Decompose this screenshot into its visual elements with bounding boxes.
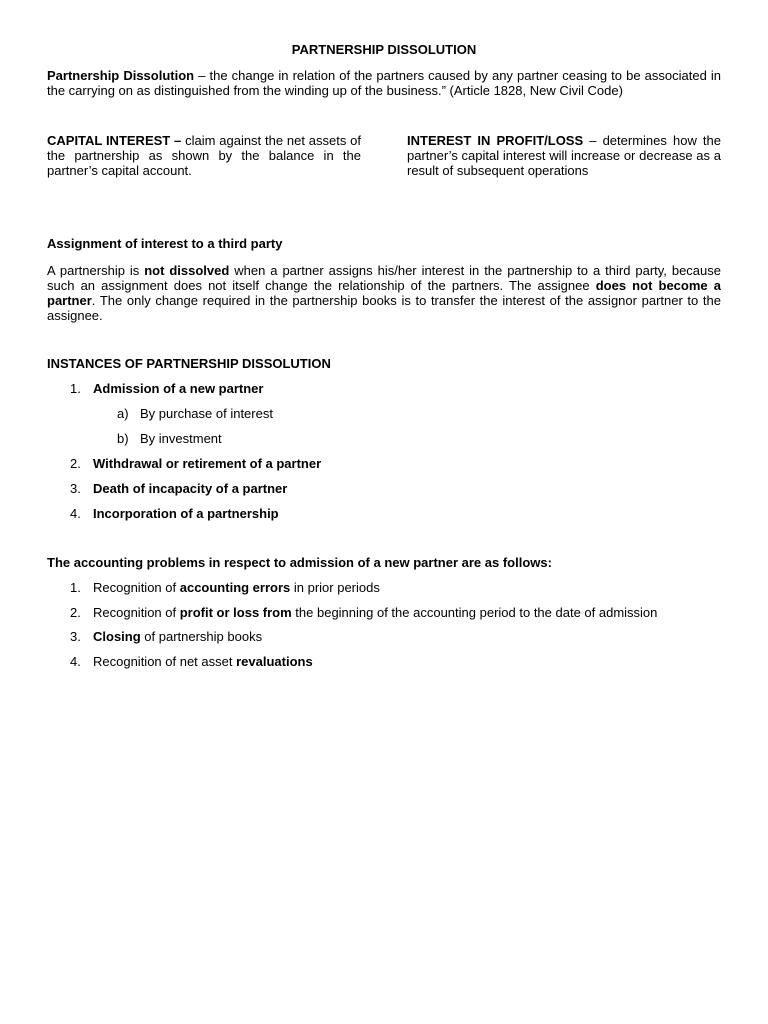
definition-term: Partnership Dissolution [47,68,195,83]
list-label: Admission of a new partner [93,381,264,396]
list-item [70,580,380,596]
list-number: 2. [70,605,81,620]
list-item [70,381,263,397]
list-number: 1. [70,580,81,595]
list-number: 4. [70,506,81,521]
list-number: 3. [70,481,81,496]
list-item [70,654,313,670]
page-title: PARTNERSHIP DISSOLUTION [291,42,477,57]
sub-list-item [117,431,222,447]
definition-paragraph [47,68,721,98]
list-number: 1. [70,381,81,396]
list-bold: accounting errors [179,580,291,595]
assignment-text-1: A partnership is [47,263,145,278]
list-bold: revaluations [236,654,313,669]
definition-text: – the change in relation of the partners caused by any partner ceasing to be associated in the carrying on as distinguished from the winding up of the business.” (Article 1828, New Civil Code) [47,68,721,98]
list-text: Recognition of net asset [93,654,237,669]
list-label: Death of incapacity of a partner [93,481,288,496]
assignment-bold-2: does not become a partner [47,278,721,308]
list-number: 4. [70,654,81,669]
list-number: 3. [70,629,81,644]
assignment-text-2: when a partner assigns his/her interest in the partnership to a third party, because such an assignment does not itself change the relationship of the partners. The assignee [47,263,721,293]
sub-list-letter: b) [117,431,129,446]
capital-interest-term: CAPITAL INTEREST – [47,133,182,148]
assignment-paragraph [47,263,721,323]
list-text: of partnership books [140,629,263,644]
assignment-bold-1: not dissolved [144,263,230,278]
capital-interest-text: claim against the net assets of the partnership as shown by the balance in the partner’s capital account. [47,133,361,178]
instances-heading: INSTANCES OF PARTNERSHIP DISSOLUTION [47,356,331,371]
list-item [70,481,287,497]
list-text: the beginning of the accounting period to the date of admission [291,605,658,620]
list-item [70,506,279,522]
profit-loss-interest-term: INTEREST IN PROFIT/LOSS [407,133,584,148]
profit-loss-interest-paragraph [407,133,721,178]
capital-interest-paragraph [47,133,361,178]
list-item [70,456,321,472]
sub-list-label: By purchase of interest [140,406,273,421]
list-bold: profit or loss from [179,605,292,620]
sub-list-item [117,406,273,422]
list-label: Withdrawal or retirement of a partner [93,456,322,471]
list-item [70,629,262,645]
assignment-heading: Assignment of interest to a third party [47,236,283,251]
assignment-text-3: . The only change required in the partnership books is to transfer the interest of the assignor partner to the assignee. [47,293,721,323]
list-text: Recognition of [93,605,180,620]
sub-list-label: By investment [140,431,222,446]
list-item [70,605,657,621]
profit-loss-interest-text: – determines how the partner’s capital interest will increase or decrease as a result of subsequent operations [407,133,721,178]
list-text: Recognition of [93,580,180,595]
list-text: in prior periods [290,580,380,595]
list-number: 2. [70,456,81,471]
list-label: Incorporation of a partnership [93,506,279,521]
problems-heading: The accounting problems in respect to admission of a new partner are as follows: [47,555,552,570]
sub-list-letter: a) [117,406,129,421]
list-bold: Closing [93,629,141,644]
